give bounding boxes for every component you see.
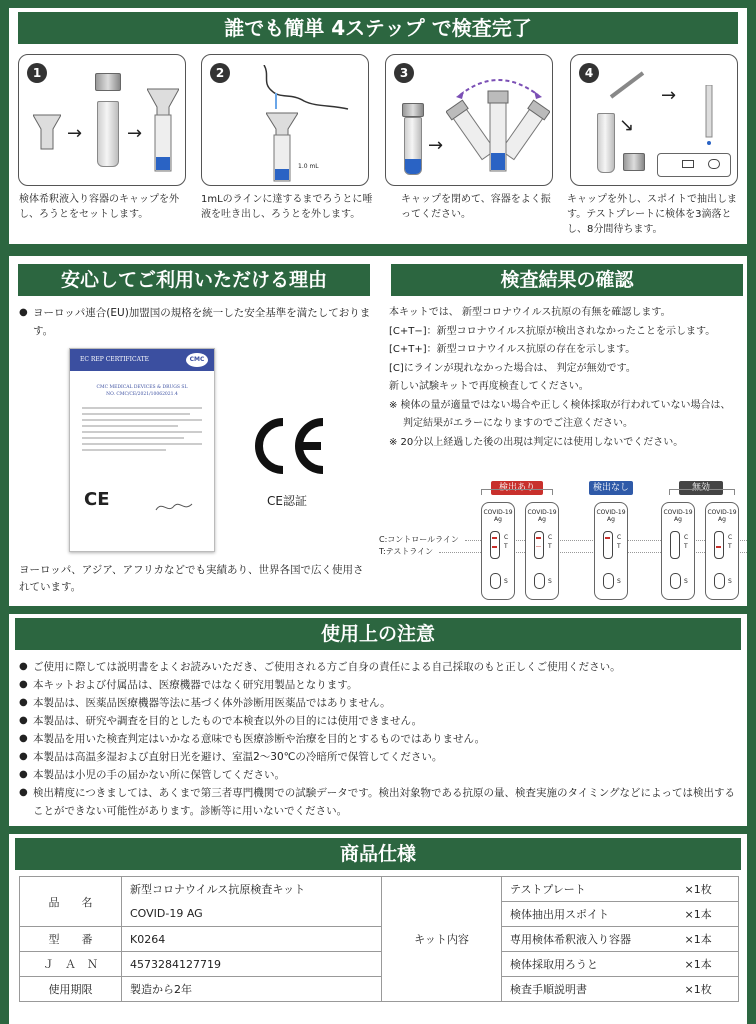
spec-name-label: 品 名 xyxy=(20,877,122,927)
result-title: 検査結果の確認 xyxy=(391,264,743,296)
mark-c: C xyxy=(684,534,689,541)
spec-jan-label: Ｊ Ａ Ｎ xyxy=(20,952,122,977)
certificate-company: CMC MEDICAL DEVICES & DRUGS SL xyxy=(96,385,188,390)
kit-item-qty: ×1本 xyxy=(677,952,739,977)
cassette-label: Ag xyxy=(674,516,682,523)
cap-icon xyxy=(623,153,645,171)
test-plate-icon xyxy=(657,153,731,177)
spec-jan-value: 4573284127719 xyxy=(122,952,382,977)
funnel-on-tube-icon xyxy=(266,111,298,183)
certificate-number: NO. CMC/CE/2021/10062021.4 xyxy=(106,392,178,397)
arrow-icon: → xyxy=(127,123,143,144)
kit-item-qty: ×1本 xyxy=(677,902,739,927)
cassette-label: Ag xyxy=(494,516,502,523)
mark-c: C xyxy=(504,534,509,541)
step-4-number: 4 xyxy=(579,63,599,83)
certificate-ce-mark: CE xyxy=(84,489,110,510)
badge-bracket-invalid xyxy=(669,489,735,495)
spec-panel xyxy=(9,834,747,1024)
step-4-illustration xyxy=(570,54,738,186)
step-2-illustration xyxy=(201,54,369,186)
badge-bracket-positive xyxy=(481,489,553,495)
reason-intro-text: ● ヨーロッパ連合(EU)加盟国の規格を統一した安全基準を満たしております。 xyxy=(19,304,371,340)
certificate-header: EC REP CERTIFICATE xyxy=(70,349,214,371)
dropper-vertical-icon xyxy=(705,85,713,149)
step-2-number: 2 xyxy=(210,63,230,83)
mark-s: S xyxy=(617,578,621,585)
cassette-label: Ag xyxy=(607,516,615,523)
kit-item-name: 検体抽出用スポイト xyxy=(502,902,677,927)
caution-list xyxy=(19,658,741,820)
cassette-label: COVID-19 xyxy=(527,509,557,516)
cassette-label: Ag xyxy=(538,516,546,523)
cassette-positive-2 xyxy=(525,502,559,600)
kit-label: キット内容 xyxy=(414,933,469,946)
step-3-number: 3 xyxy=(394,63,414,83)
mark-t: T xyxy=(684,543,688,550)
shake-tubes-icon xyxy=(446,67,550,179)
legend-t: T:テストライン xyxy=(379,547,434,556)
legend-c: C:コントロールライン xyxy=(379,535,459,544)
certificate-image xyxy=(69,348,215,552)
mark-s: S xyxy=(684,578,688,585)
mark-c: C xyxy=(548,534,553,541)
kit-item-name: 検体採取用ろうと xyxy=(502,952,677,977)
mark-t: T xyxy=(548,543,552,550)
step-3-illustration xyxy=(385,54,553,186)
step-2-text: 1mLのラインに達するまでろうとに唾液を吐き出し、ろうとを外します。 xyxy=(201,194,373,220)
badge-negative: 検出なし xyxy=(589,481,633,495)
spec-name-value-2: COVID-19 AG xyxy=(122,902,382,927)
spec-kit-label xyxy=(382,877,502,1002)
badge-invalid: 無効 xyxy=(679,481,723,495)
mark-s: S xyxy=(728,578,732,585)
arrow-icon: → xyxy=(661,85,677,106)
spec-title: 商品仕様 xyxy=(15,838,741,870)
kit-item-qty: ×1枚 xyxy=(677,977,739,1002)
funnel-icon xyxy=(33,111,61,151)
step-3-text: キャップを閉めて、容器をよく振ってください。 xyxy=(401,194,551,220)
reason-title: 安心してご利用いただける理由 xyxy=(18,264,370,296)
spec-expiry-label: 使用期限 xyxy=(20,977,122,1002)
ce-mark-icon xyxy=(249,414,329,478)
caution-title: 使用上の注意 xyxy=(15,618,741,650)
badge-positive: 検出あり xyxy=(491,481,543,495)
kit-item-qty: ×1本 xyxy=(677,927,739,952)
cassette-invalid-2 xyxy=(705,502,739,600)
cassette-label: COVID-19 xyxy=(596,509,626,516)
caution-item: ● 本製品は小児の手の届かない所に保管してください。 xyxy=(19,766,741,784)
tube-icon xyxy=(597,113,615,173)
mark-c: C xyxy=(728,534,733,541)
result-line: ※ 検体の量が適量ではない場合や正しく検体採取が行われていない場合は、 xyxy=(389,399,731,411)
face-spit-icon xyxy=(252,65,352,111)
caution-item: ● 本製品を用いた検査判定はいかなる意味でも医療診断や治療を目的とするものではありません。 xyxy=(19,730,741,748)
arrow-icon: → xyxy=(428,135,444,156)
spec-name-value-1: 新型コロナウイルス抗原検査キット xyxy=(122,877,382,902)
cap-icon xyxy=(95,73,121,91)
certificate-signature-icon xyxy=(154,499,194,513)
kit-item-name: テストプレート xyxy=(502,877,677,902)
result-line: [C]にラインが現れなかった場合は、 判定が無効です。 xyxy=(389,362,636,374)
result-line: [C+T−]：新型コロナウイルス抗原が検出されなかったことを示します。 xyxy=(389,325,716,337)
dropper-icon xyxy=(607,69,647,99)
tube-icon xyxy=(97,101,119,167)
steps-panel xyxy=(9,8,747,244)
result-line: 本キットでは、 新型コロナウイルス抗原の有無を確認します。 xyxy=(389,307,671,318)
caution-panel xyxy=(9,614,747,826)
caution-item: ● 本製品は高温多湿および直射日光を避け、室温2～30℃の冷暗所で保管してください。 xyxy=(19,748,741,766)
cassette-negative xyxy=(594,502,628,600)
caution-item: ● 本製品は、医薬品医療機器等法に基づく体外診断用医薬品ではありません。 xyxy=(19,694,741,712)
mark-c: C xyxy=(617,534,622,541)
spec-model-label: 型 番 xyxy=(20,927,122,952)
caution-item: ● ご使用に際しては説明書をよくお読みいただき、ご使用される方ご自身の責任による自己採取のもと正しくご使用ください。 xyxy=(19,658,741,676)
result-line: 判定結果がエラーになりますのでご注意ください。 xyxy=(403,418,633,429)
mark-t: T xyxy=(504,543,508,550)
spec-expiry-value: 製造から2年 xyxy=(122,977,382,1002)
liquid-icon xyxy=(405,159,421,174)
kit-item-name: 検査手順説明書 xyxy=(502,977,677,1002)
mark-t: T xyxy=(728,543,732,550)
reason-footer: ヨーロッパ、アジア、アフリカなどでも実績あり、世界各国で広く使用されています。 xyxy=(19,564,364,593)
caution-item: ● 本キットおよび付属品は、医療機器ではなく研究用製品となります。 xyxy=(19,676,741,694)
cassette-label: Ag xyxy=(718,516,726,523)
spec-table xyxy=(19,876,739,1002)
certificate-body-lines xyxy=(82,407,202,451)
certificate-logo: CMC xyxy=(186,353,208,367)
kit-item-name: 専用検体希釈液入り容器 xyxy=(502,927,677,952)
arrow-icon: → xyxy=(613,112,640,139)
step-4-text: キャップを外し、スポイトで抽出します。テストプレートに検体を3滴落とし、8分間待ちます。 xyxy=(567,194,737,235)
reason-intro xyxy=(19,304,371,340)
result-line: 新しい試験キットで再度検査してください。 xyxy=(389,381,589,392)
result-line: [C+T+]：新型コロナウイルス抗原の存在を示します。 xyxy=(389,344,636,355)
mark-s: S xyxy=(548,578,552,585)
cassette-invalid-1 xyxy=(661,502,695,600)
step-1-illustration xyxy=(18,54,186,186)
steps-title: 誰でも簡単 4ステップ で検査完了 xyxy=(18,12,738,44)
cap-icon xyxy=(402,103,424,117)
spec-model-value: K0264 xyxy=(122,927,382,952)
cassette-label: COVID-19 xyxy=(707,509,737,516)
caution-item: ● 検出精度につきましては、あくまで第三者専門機関での試験データです。検出対象物である抗原の量、検査実施のタイミングなどによっては検出することができない可能性があります。診断等に用いないでください。 xyxy=(19,784,741,820)
cassette-positive-1 xyxy=(481,502,515,600)
mark-t: T xyxy=(617,543,621,550)
info-panel xyxy=(9,256,747,606)
mark-s: S xyxy=(504,578,508,585)
caution-item: ● 本製品は、研究や調査を目的としたもので本検査以外の目的には使用できません。 xyxy=(19,712,741,730)
kit-item-qty: ×1枚 xyxy=(677,877,739,902)
result-line: ※ 20分以上経過した後の出現は判定には使用しないでください。 xyxy=(389,436,684,448)
arrow-icon: → xyxy=(67,123,83,144)
result-lines xyxy=(389,304,745,452)
funnel-on-tube-icon xyxy=(147,85,179,175)
step-1-text: 検体希釈液入り容器のキャップを外し、ろうとをセットします。 xyxy=(19,194,179,220)
cassette-label: COVID-19 xyxy=(483,509,513,516)
volume-mark-label: 1.0 mL xyxy=(298,163,319,170)
cassette-label: COVID-19 xyxy=(663,509,693,516)
step-1-number: 1 xyxy=(27,63,47,83)
ce-caption: CE認証 xyxy=(267,494,307,508)
